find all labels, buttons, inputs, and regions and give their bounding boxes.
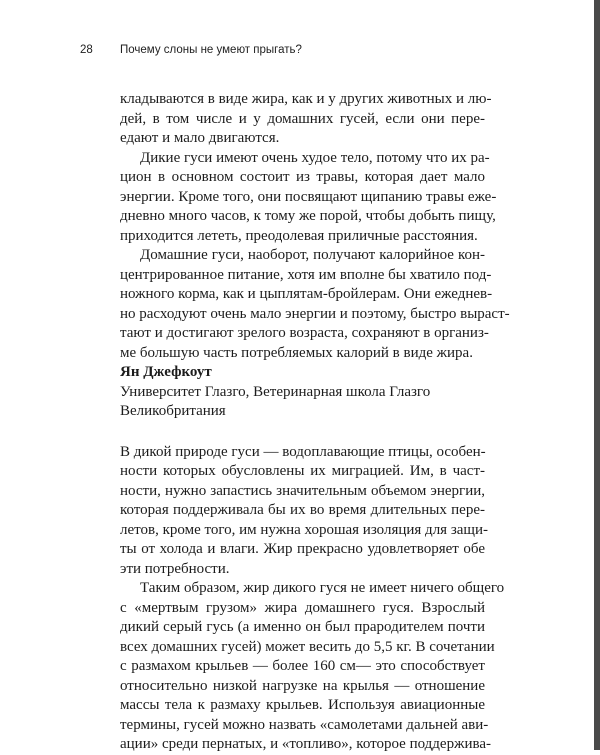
text-line: ации» среди пернатых, и «топливо», которое поддержива-	[120, 736, 492, 752]
text-line: приходится лететь, преодолевая приличные расстояния.	[120, 227, 478, 244]
text-line: но расходуют очень мало энергии и поэтому, быстро выраст-	[120, 305, 510, 322]
text-line: кладываются в виде жира, как и у других животных и лю-	[120, 91, 492, 107]
paragraph	[120, 579, 505, 755]
author-affiliation-line1: Университет Глазго, Ветеринарная школа Глазго	[120, 383, 431, 400]
paragraph	[120, 443, 488, 580]
paragraph	[120, 90, 492, 149]
text-line: дей, в том числе и у домашних гусей, если они пере-	[120, 110, 485, 127]
text-line: Домашние гуси, наоборот, получают калорийное кон-	[140, 247, 485, 263]
section-gap	[120, 422, 485, 443]
text-line: дневно много часов, к тому же порой, чтобы добыть пищу,	[120, 208, 496, 224]
text-line: ме большую часть потребляемых калорий в виде жира.	[120, 344, 473, 361]
text-line: массы тела к размаху крыльев. Используя авиационные	[120, 697, 485, 713]
text-line: относительно низкой нагрузке на крылья — отношение	[120, 677, 485, 694]
text-line: Таким образом, жир дикого гуся не имеет ничего общего	[140, 580, 505, 596]
text-line: цион в основном состоит из травы, которая дает мало	[120, 169, 485, 185]
text-line: В дикой природе гуси — водоплавающие птицы, особен-	[120, 443, 486, 460]
body-text	[120, 90, 510, 755]
text-line: дикий серый гусь (а именно он был прародителем почти	[120, 619, 485, 635]
text-line: которая поддерживала бы их во время длительных пере-	[120, 502, 485, 518]
paragraph	[120, 246, 510, 363]
text-line: ности которых обусловлены их миграцией. Им, в част-	[120, 463, 485, 479]
text-line: ты от холода и влаги. Жир прекрасно удовлетворяет обе	[120, 541, 485, 557]
text-line: тают и достигают зрелого возраста, сохраняют в организ-	[120, 325, 489, 341]
text-line: едают и мало двигаются.	[120, 130, 280, 146]
running-title: Почему слоны не умеют прыгать?	[120, 44, 302, 56]
text-line: ножного корма, как и цыплятам-бройлерам. Они ежеднев-	[120, 286, 493, 302]
text-line: эти потребности.	[120, 560, 230, 577]
text-line: термины, гусей можно назвать «самолетами дальней ави-	[120, 716, 489, 733]
page-edge-shadow	[594, 0, 600, 750]
paragraph	[120, 149, 497, 247]
text-line: всех домашних гусей) может весить до 5,5 кг. В сочетании	[120, 638, 495, 655]
text-line: ности, нужно запастись значительным объемом энергии,	[120, 482, 485, 499]
text-line: летов, кроме того, им нужна хорошая изоляция для защи-	[120, 521, 488, 538]
section-1	[120, 90, 510, 363]
text-line: Дикие гуси имеют очень худое тело, потому что их ра-	[140, 149, 490, 166]
section-2	[120, 443, 505, 755]
author-affiliation-line2: Великобритания	[120, 403, 226, 419]
text-line: с размахом крыльев — более 160 см— это способствует	[120, 658, 485, 674]
page-number: 28	[80, 44, 93, 56]
running-header	[80, 44, 302, 56]
text-line: с «мертвым грузом» жира домашнего гуся. Взрослый	[120, 599, 485, 616]
author-name: Ян Джефкоут	[120, 364, 212, 380]
text-line: энергии. Кроме того, они посвящают щипанию травы еже-	[120, 188, 497, 205]
text-line: центрированное питание, хотя им вполне бы хватило под-	[120, 266, 492, 283]
